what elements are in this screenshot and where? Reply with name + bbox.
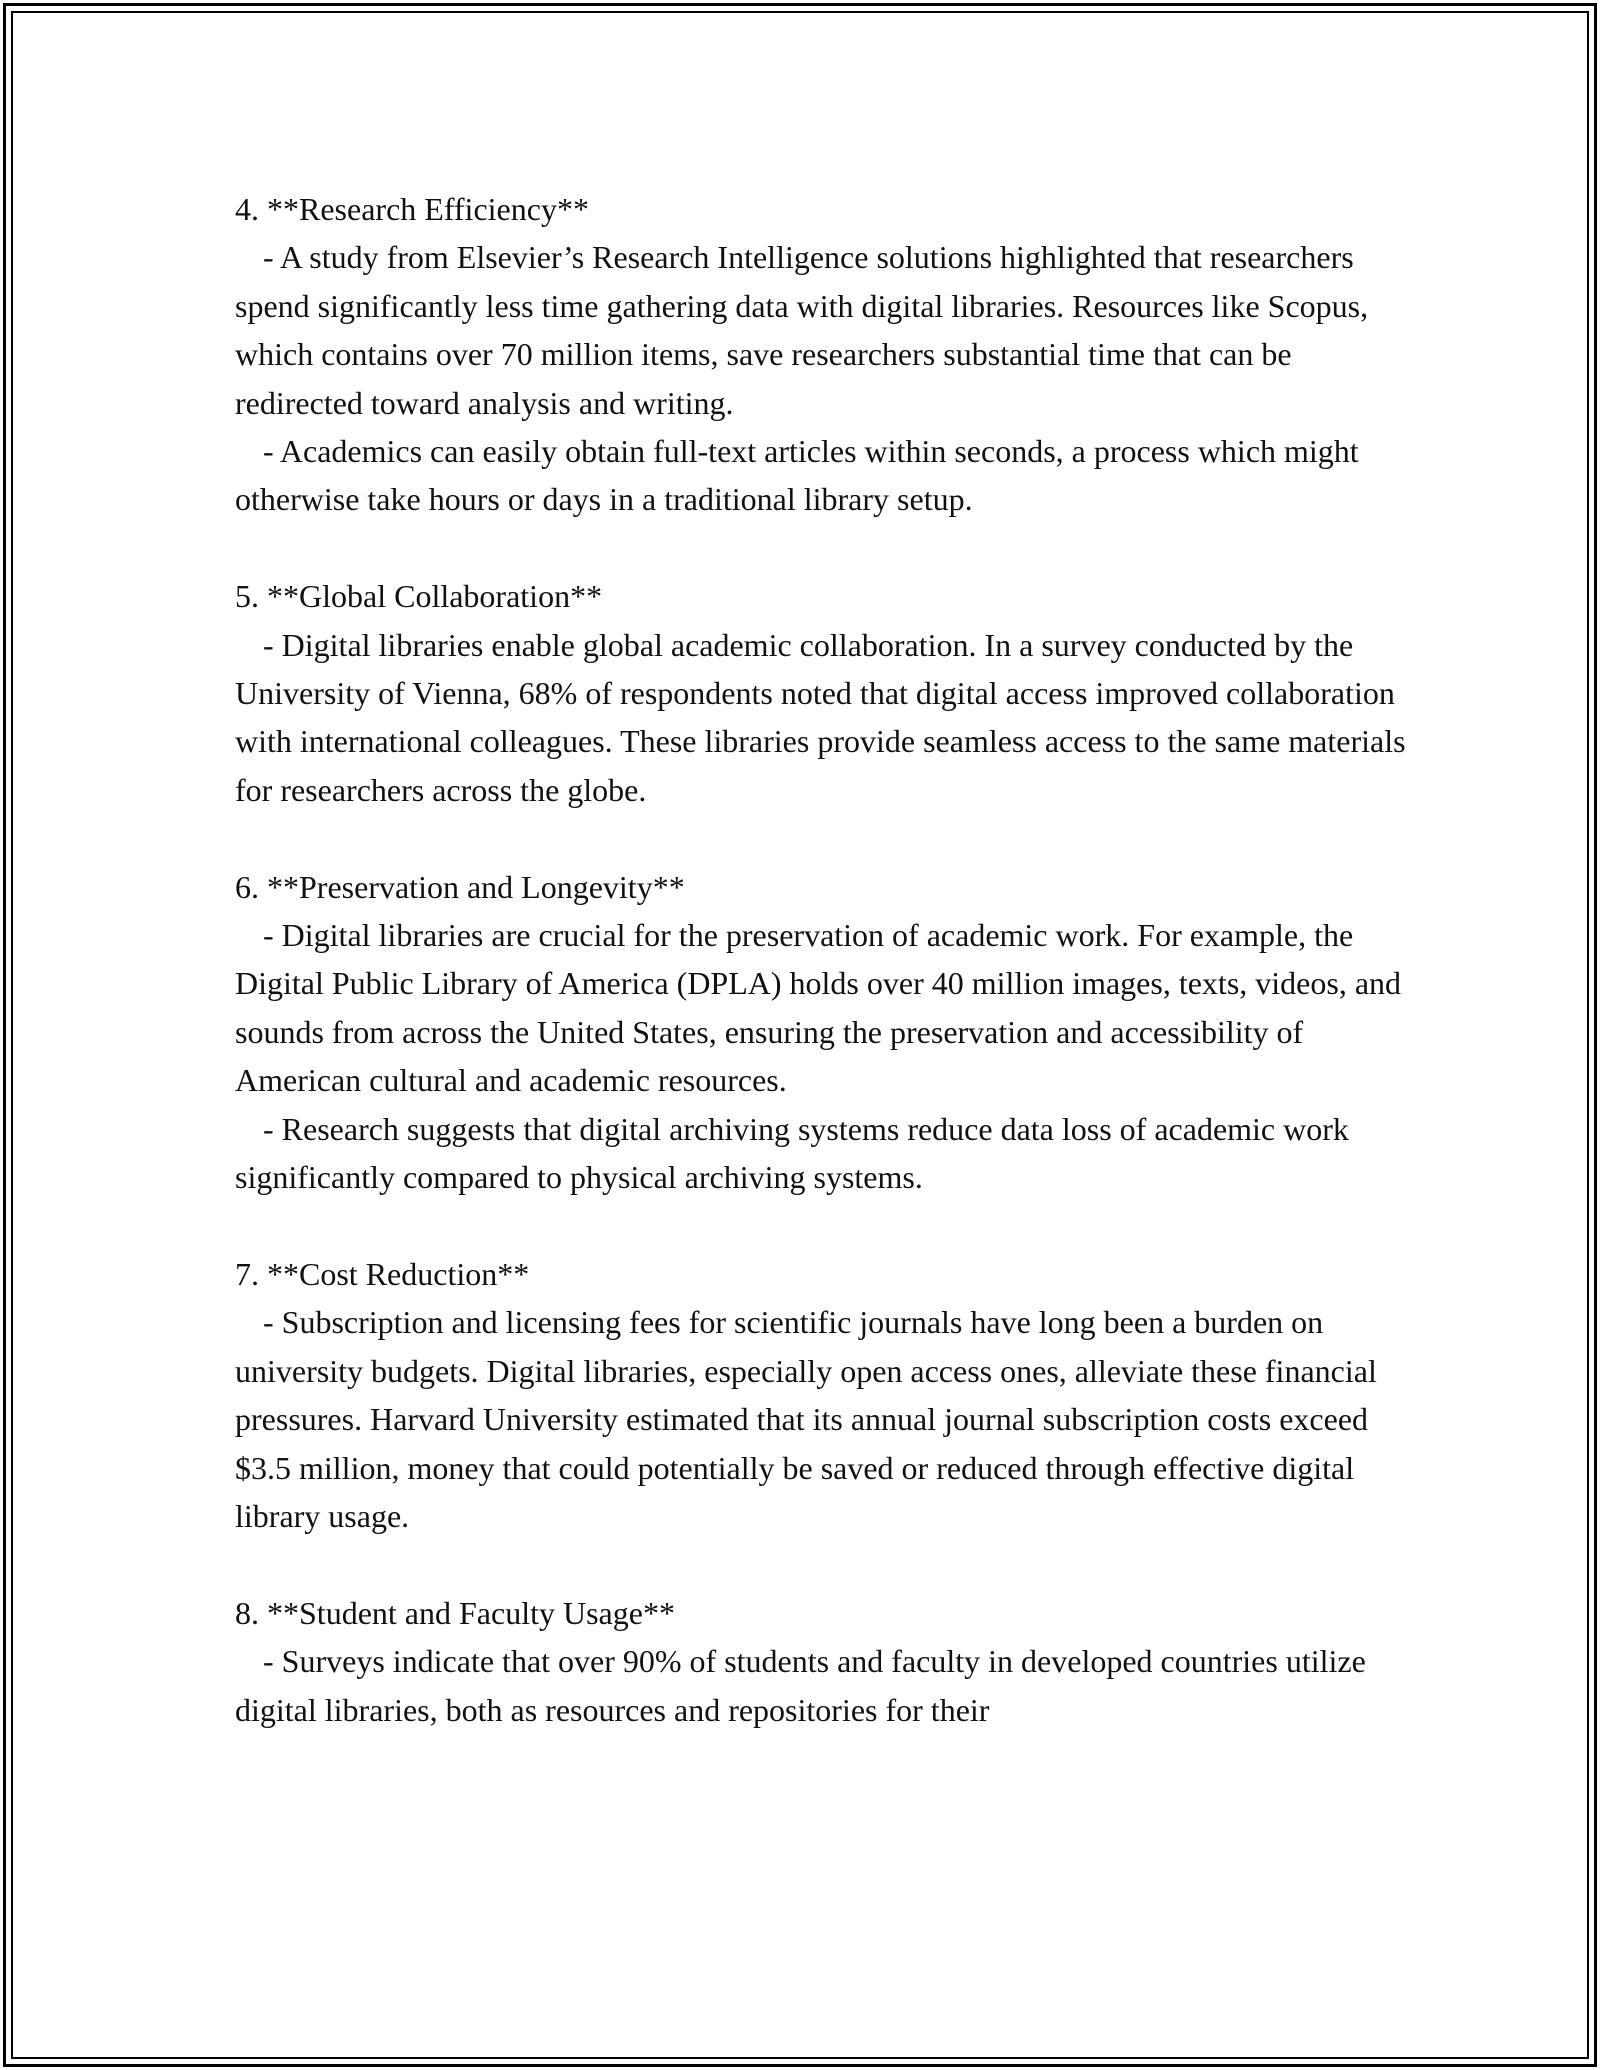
- bullet-item: - Digital libraries enable global academic collaboration. In a survey conducted by the University of Vienna, 68% of respondents noted that digital access improved collaboration with international colleagues. These libraries provide seamless access to the same materials for researchers across the globe.: [235, 626, 1406, 808]
- bullet-item: - Research suggests that digital archiving systems reduce data loss of academic work significantly compared to physical archiving systems.: [235, 1110, 1349, 1196]
- section-global-collaboration: [235, 572, 1415, 814]
- bullet-item: - A study from Elsevier’s Research Intelligence solutions highlighted that researchers spend significantly less time gathering data with digital libraries. Resources like Scopus, which contains over 70 million items, save researchers substantial time that can be redirected toward analysis and writing.: [235, 239, 1369, 421]
- bullet-item: - Surveys indicate that over 90% of students and faculty in developed countries utilize digital libraries, both as resources and repositories for their: [235, 1643, 1366, 1728]
- section-heading: 4. **Research Efficiency**: [235, 191, 589, 227]
- bullet-item: - Academics can easily obtain full-text articles within seconds, a process which might otherwise take hours or days in a traditional library setup.: [235, 433, 1359, 518]
- bullet-item: - Subscription and licensing fees for scientific journals have long been a burden on university budgets. Digital libraries, especially open access ones, alleviate these financial pressures. Harvard University estimated that its annual journal subscription costs exceed $3.5 million, money that could potentially be saved or reduced through effective digital library usage.: [235, 1304, 1377, 1534]
- section-heading: 8. **Student and Faculty Usage**: [235, 1594, 675, 1631]
- bullet-item: - Digital libraries are crucial for the preservation of academic work. For example, the Digital Public Library of America (DPLA) holds over 40 million images, texts, videos, and sounds from across the United States, ensuring the preservation and accessibility of American cultural and academic resources.: [235, 917, 1402, 1099]
- section-heading: 6. **Preservation and Longevity**: [235, 868, 685, 905]
- section-heading: 7. **Cost Reduction**: [235, 1255, 530, 1292]
- section-research-efficiency: [235, 185, 1415, 524]
- document-body: [235, 185, 1415, 1782]
- section-cost-reduction: [235, 1250, 1415, 1540]
- section-heading: 5. **Global Collaboration**: [235, 578, 603, 615]
- section-preservation-longevity: [235, 863, 1415, 1202]
- section-student-faculty-usage: [235, 1589, 1415, 1734]
